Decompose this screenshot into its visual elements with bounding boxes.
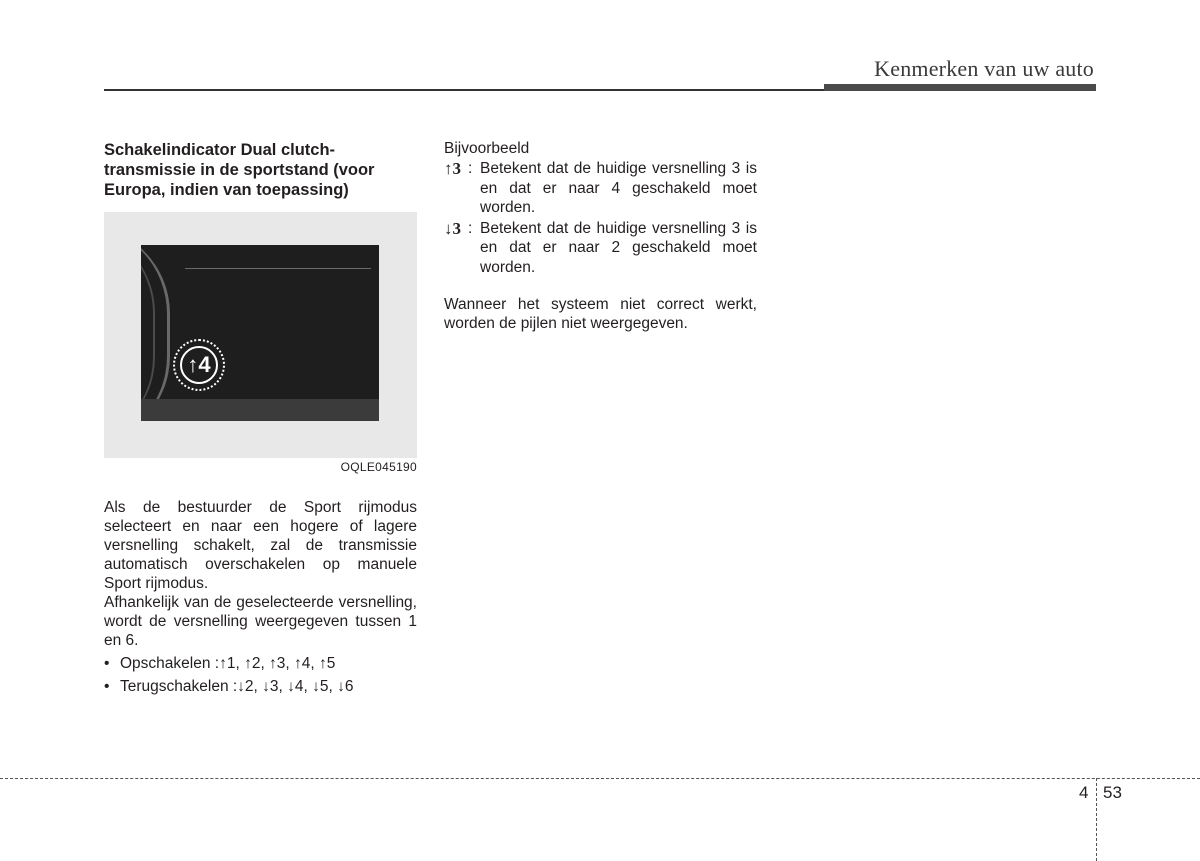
definition-colon: : [468, 219, 473, 237]
definition-text: Betekent dat de huidige versnelling 3 is en dat er naar 4 geschakeld moet worden. [480, 160, 757, 216]
display-divider [185, 268, 371, 269]
section-heading: Schakelindicator Dual clutch-transmissie in de sportstand (voor Europa, indien van toepassing) [104, 141, 375, 199]
header-rule-accent [824, 84, 1096, 91]
warning-note: Wanneer het systeem niet correct werkt, worden de pijlen niet weergegeven. [444, 296, 757, 332]
definition-downshift [444, 219, 757, 278]
list-item: • Terugschakelen :↓2, ↓3, ↓4, ↓5, ↓6 [104, 675, 417, 698]
cluster-display [141, 245, 379, 421]
left-column [104, 140, 417, 698]
definition-colon: : [468, 160, 473, 177]
header-rule [104, 89, 824, 91]
gear-indicator-icon: ↑4 [180, 346, 218, 384]
list-item: • Opschakelen :↑1, ↑2, ↑3, ↑4, ↑5 [104, 652, 417, 675]
definition-upshift [444, 159, 757, 218]
display-footer-bar [141, 399, 379, 421]
chapter-number: 4 [1079, 783, 1089, 802]
footer-rule [0, 778, 1200, 779]
right-column [444, 139, 757, 333]
upshift-symbol: ↑3 [444, 159, 461, 178]
example-label: Bijvoorbeeld [444, 140, 530, 157]
figure-caption: OQLE045190 [340, 460, 417, 474]
page-number: 53 [1103, 783, 1122, 802]
downshift-symbol: ↓3 [444, 218, 461, 238]
footer-divider [1096, 778, 1097, 861]
running-header-title: Kenmerken van uw auto [874, 56, 1094, 81]
paragraph: Afhankelijk van de geselecteerde versnelling, wordt de versnelling weergegeven tussen 1 en 6. [104, 594, 417, 649]
gear-list [104, 652, 417, 698]
paragraph: Als de bestuurder de Sport rijmodus selecteert en naar een hogere of lagere versnelling schakelt, zal de transmissie automatisch overschakelen op manuele Sport rijmodus. [104, 499, 417, 592]
dashboard-illustration [104, 212, 417, 458]
definition-text: Betekent dat de huidige versnelling 3 is en dat er naar 2 geschakeld moet worden. [480, 219, 757, 276]
